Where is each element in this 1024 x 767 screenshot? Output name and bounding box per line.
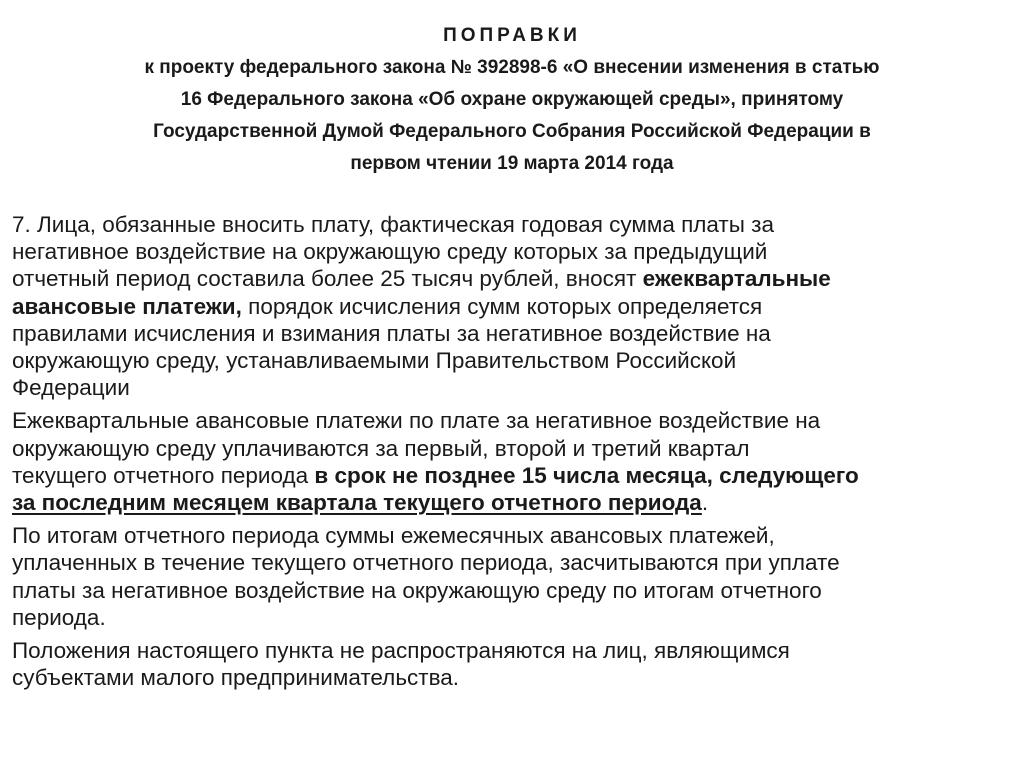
- p3-line-3: платы за негативное воздействие на окружающую среду по итогам отчетного: [12, 577, 822, 603]
- p1-line-4-text: порядок исчисления сумм которых определяется: [241, 293, 763, 319]
- document-heading: [60, 20, 964, 180]
- p1-line-1: 7. Лица, обязанные вносить плату, фактическая годовая сумма платы за: [12, 212, 774, 237]
- p1-line-7: Федерации: [12, 375, 130, 401]
- paragraph-3: [12, 522, 1012, 631]
- p2-line-4-text: .: [701, 490, 709, 516]
- p4-line-1: Положения настоящего пункта не распространяются на лиц, являющимся: [12, 638, 790, 664]
- heading-title: ПОПРАВКИ: [443, 25, 581, 46]
- p1-line-6: окружающую среду, устанавливаемыми Правительством Российской: [12, 348, 737, 374]
- p2-line-3: [12, 462, 1012, 489]
- p1-line-4: [12, 293, 1012, 320]
- heading-line-1: к проекту федерального закона № 392898-6 «О внесении изменения в статью: [144, 57, 880, 78]
- paragraph-4: [12, 637, 1012, 691]
- p3-line-1: По итогам отчетного периода суммы ежемесячных авансовых платежей,: [12, 523, 775, 549]
- p3-line-4: периода.: [12, 604, 106, 630]
- heading-line-2: 16 Федерального закона «Об охране окружающей среды», принятому: [180, 89, 844, 110]
- p1-line-3-bold: ежеквартальные: [642, 266, 831, 292]
- heading-line-4: первом чтении 19 марта 2014 года: [350, 153, 674, 174]
- paragraph-1: [12, 211, 1012, 401]
- p1-line-4-bold: авансовые платежи,: [12, 293, 242, 319]
- document-body: [12, 211, 1012, 697]
- p1-line-3: [12, 265, 1012, 292]
- p3-line-2: уплаченных в течение текущего отчетного периода, засчитываются при уплате: [12, 550, 840, 576]
- p1-line-5: правилами исчисления и взимания платы за негативное воздействие на: [12, 320, 771, 346]
- p2-line-4: [12, 489, 1012, 516]
- p2-line-2: окружающую среду уплачиваются за первый, второй и третий квартал: [12, 435, 750, 461]
- paragraph-2: [12, 407, 1012, 516]
- p2-line-1: Ежеквартальные авансовые платежи по плате за негативное воздействие на: [12, 408, 821, 434]
- p1-line-3-text: отчетный период составила более 25 тысяч рублей, вносят: [12, 266, 643, 292]
- heading-line-3: Государственной Думой Федерального Собрания Российской Федерации в: [153, 121, 871, 142]
- p2-line-4-bold-underlined: за последним месяцем квартала текущего отчетного периода: [12, 490, 702, 516]
- p4-line-2: субъектами малого предпринимательства.: [12, 665, 460, 691]
- p2-line-3-bold: в срок не позднее 15 числа месяца, следующего: [314, 462, 859, 488]
- p2-line-3-text: текущего отчетного периода: [12, 462, 315, 488]
- p1-line-2: негативное воздействие на окружающую среду которых за предыдущий: [12, 239, 768, 265]
